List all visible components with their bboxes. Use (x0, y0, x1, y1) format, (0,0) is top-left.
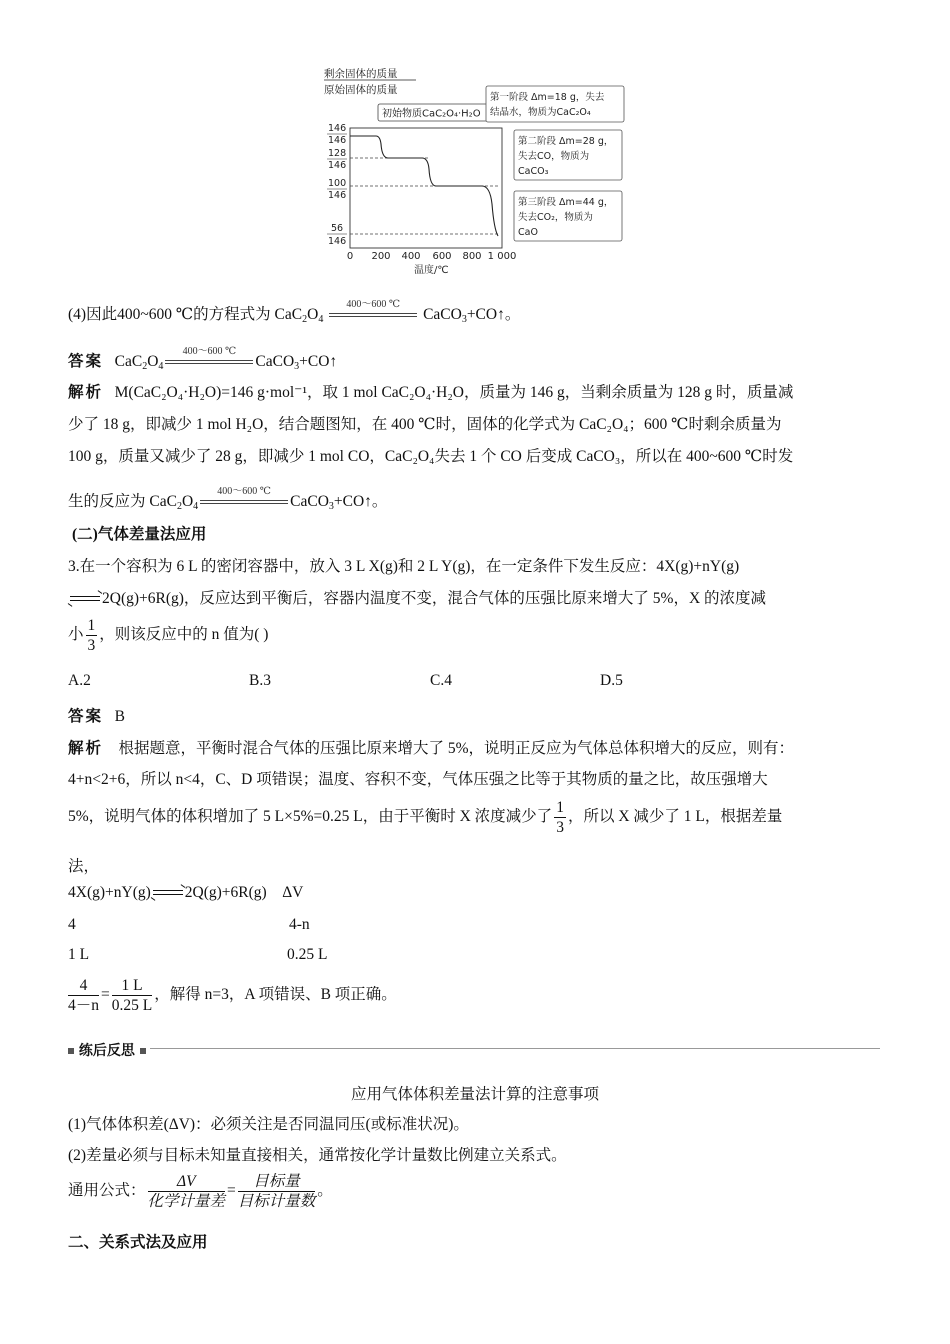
y-tick-56-den: 146 (328, 236, 347, 247)
answer-label: 答案 (68, 353, 104, 370)
diff-row2-a: 1 L (68, 946, 90, 963)
section2-title: (二)气体差量法应用 (72, 526, 207, 543)
q3-line3 (68, 616, 268, 655)
answer3-line (68, 704, 125, 726)
figure-ylabel-bottom: 原始固体的质量 (324, 84, 398, 96)
y-tick-146-den: 146 (328, 135, 347, 146)
reflection-header-text: 练后反思 (78, 1043, 135, 1059)
analysis3-line3-prefix: 5%，说明气体的体积增加了 5 L×5%=0.25 L，由于平衡时 X 浓度减少了 (68, 808, 553, 826)
answer-label: 答案 (68, 708, 104, 725)
y-tick-146-num: 146 (328, 123, 347, 134)
y-tick-100-den: 146 (328, 190, 347, 201)
answer4-reactant: CaC (114, 353, 143, 370)
fraction-one-third (554, 798, 566, 837)
q3-option-d[interactable]: D.5 (600, 672, 623, 689)
ratio-den-2: 0.25 L (111, 997, 153, 1014)
fraction-one-third (86, 616, 98, 655)
equilibrium-arrow (68, 593, 102, 605)
ratio-tail: ，解得 n=3，A 项错误、B 项正确。 (154, 986, 397, 1004)
stage3-line1: 第三阶段 Δm=44 g， (518, 197, 614, 208)
formula-prefix: 通用公式： (68, 1182, 146, 1200)
figure-x-ticks (347, 251, 517, 262)
equilibrium-arrow (151, 887, 185, 899)
stage1-line1: 第一阶段 Δm=18 g，失去 (490, 92, 605, 103)
reaction-arrow (163, 346, 255, 370)
ratio-line: $\frac{4}{4-n}$ = $\frac{1 L}{0.25 L}$ ，解得 n=3，A 项错误、B 项正确。 (68, 977, 397, 1014)
analysis4-line3: 100 g，质量又减少了 28 g，即减少 1 mol CO，CaC₂O₄失去 1 个 CO 后变成 CaCO₃，所以在 400~600 ℃时发 (68, 448, 794, 465)
reflection-title: 应用气体体积差量法计算的注意事项 (350, 1086, 599, 1103)
reaction-condition: 400～600 ℃ (346, 299, 401, 311)
thermogravimetric-figure (318, 64, 633, 276)
figure-ylabel-top: 剩余固体的质量 (324, 68, 398, 80)
formula-num-1: ΔV (148, 1172, 226, 1192)
x-tick-0: 0 (346, 251, 354, 262)
reflection-header (68, 1040, 150, 1060)
ratio-frac-2 (112, 976, 152, 1015)
q4-tail: +CO↑。 (466, 306, 521, 323)
q3-line2-text: 2Q(g)+6R(g)，反应达到平衡后，容器内温度不变，混合气体的压强比原来增大了 5%，X 的浓度减 (102, 590, 767, 607)
section3-title: 二、关系式法及应用 (68, 1233, 208, 1251)
formula-frac-2 (238, 1172, 316, 1211)
ratio-den-1: 4－n (68, 997, 100, 1014)
eq-right: 2Q(g)+6R(g) (184, 884, 267, 901)
analysis3-line3-suffix: ，所以 X 减少了 1 L，根据差量 (567, 808, 783, 826)
analysis4-line4-tail: +CO↑。 (333, 493, 388, 510)
reaction-arrow (327, 299, 419, 323)
stage3-line3: CaO (518, 227, 538, 238)
stage3-line2: 失去CO₂，物质为 (518, 212, 593, 223)
analysis-label: 解析 (68, 384, 104, 401)
reaction-arrow (198, 486, 290, 510)
stage2-line3: CaCO₃ (518, 166, 549, 177)
q4-product: CaCO (423, 306, 462, 323)
frac-num: 1 (87, 617, 96, 634)
analysis-label: 解析 (68, 740, 104, 757)
formula-den-2: 目标计量数 (237, 1193, 316, 1210)
stage2-line2: 失去CO，物质为 (518, 151, 590, 162)
formula-tail: 。 (317, 1182, 333, 1200)
q3-option-a[interactable]: A.2 (68, 672, 91, 689)
frac-den: 3 (87, 637, 96, 654)
q4-line: (4)因此400~600 ℃的方程式为 $CaC_2O_4$ 400～600 ℃ CaCO$_3$+CO↑。 (68, 302, 520, 325)
answer4-product: CaCO (255, 353, 295, 370)
ratio-num-2: 1 L (112, 976, 152, 996)
reaction-condition: 400～600 ℃ (182, 346, 237, 358)
q4-prefix: (4)因此400~600 ℃的方程式为 CaC (68, 306, 303, 323)
stage1-line2: 结晶水，物质为CaC₂O₄ (490, 107, 591, 118)
answer4-tail: +CO↑ (299, 353, 338, 370)
reaction-condition: 400～600 ℃ (217, 486, 271, 498)
formula-den-1: 化学计量差 (147, 1193, 226, 1210)
y-tick-56-num: 56 (331, 223, 344, 234)
answer3-value: B (114, 708, 125, 725)
analysis3-line1 (68, 736, 794, 758)
diff-equation (68, 884, 303, 902)
q3-line2 (68, 586, 766, 608)
ratio-num-1: 4 (68, 976, 99, 996)
diff-row2-b: 0.25 L (287, 946, 328, 963)
analysis3-text-1: 根据题意，平衡时混合气体的压强比原来增大了 5%，说明正反应为气体总体积增大的反应，则有： (118, 740, 795, 757)
general-formula: 通用公式： $\frac{\Delta V}{\text{化学计量差}}$ = $\frac{\text{目标量}}{\text{目标计量数}}$ 。 (68, 1173, 333, 1210)
analysis4-line4-prefix: 生的反应为 CaC (68, 493, 177, 510)
frac-num: 1 (556, 799, 564, 816)
diff-row1-b: 4-n (289, 916, 310, 933)
y-tick-128-num: 128 (328, 148, 347, 159)
figure-xlabel: 温度/℃ (414, 265, 449, 276)
reflection-item2: (2)差量必须与目标未知量直接相关，通常按化学计量数比例建立关系式。 (68, 1147, 567, 1164)
q3-option-b[interactable]: B.3 (249, 672, 271, 689)
formula-frac-1 (148, 1172, 226, 1211)
q3-line3-suffix: ，则该反应中的 n 值为( ) (99, 626, 269, 644)
analysis4-line4: 生的反应为 $CaC_2O_4$ 400～600 ℃ CaCO$_3$+CO↑。 (68, 489, 387, 512)
stage2-line1: 第二阶段 Δm=28 g， (518, 136, 614, 147)
figure-y-ticks (327, 123, 347, 247)
section-divider (68, 1048, 880, 1049)
diff-row1-a: 4 (68, 916, 76, 933)
q3-option-c[interactable]: C.4 (430, 672, 452, 689)
formula-num-2: 目标量 (238, 1172, 316, 1192)
x-tick-200: 200 (371, 251, 391, 262)
y-tick-100-num: 100 (328, 178, 347, 189)
analysis3-line2: 4+n<2+6，所以 n<4，C、D 项错误；温度、容积不变，气体压强之比等于其物质的量之比，故压强增大 (68, 771, 768, 788)
q3-line3-prefix: 小 (68, 626, 84, 644)
analysis3-line4: 法， (68, 858, 100, 875)
analysis4-line2: 少了 18 g，即减少 1 mol H₂O，结合题图知，在 400 ℃时，固体的化学式为 CaC₂O₄；600 ℃时剩余质量为 (68, 416, 782, 433)
analysis4-text-1: M(CaC₂O₄·H₂O)=146 g·mol⁻¹，取 1 mol CaC₂O₄·H₂O，质量为 146 g，当剩余质量为 128 g 时，质量减 (114, 384, 794, 401)
answer4-line: 答案 $CaC_2O_4$ 400～600 ℃ CaCO$_3$+CO↑ (68, 349, 337, 372)
reflection-item1: (1)气体体积差(ΔV)：必须关注是否同温同压(或标准状况)。 (68, 1116, 469, 1133)
figure-box-initial: 初始物质CaC₂O₄·H₂O (382, 108, 481, 120)
eq-left: 4X(g)+nY(g) (68, 884, 151, 901)
analysis3-line3 (68, 798, 782, 837)
x-tick-600: 600 (432, 251, 452, 262)
y-tick-128-den: 146 (328, 160, 347, 171)
x-tick-800: 800 (462, 251, 482, 262)
analysis4-line1 (68, 380, 793, 402)
x-tick-1000: 1 000 (487, 251, 517, 262)
x-tick-400: 400 (401, 251, 421, 262)
analysis4-line4-product: CaCO (290, 493, 329, 510)
eq-delta-v: ΔV (282, 884, 304, 901)
ratio-frac-1 (68, 976, 99, 1015)
frac-den: 3 (556, 819, 564, 836)
q3-line1: 3.在一个容积为 6 L 的密闭容器中，放入 3 L X(g)和 2 L Y(g)，在一定条件下发生反应：4X(g)+nY(g) (68, 558, 740, 575)
